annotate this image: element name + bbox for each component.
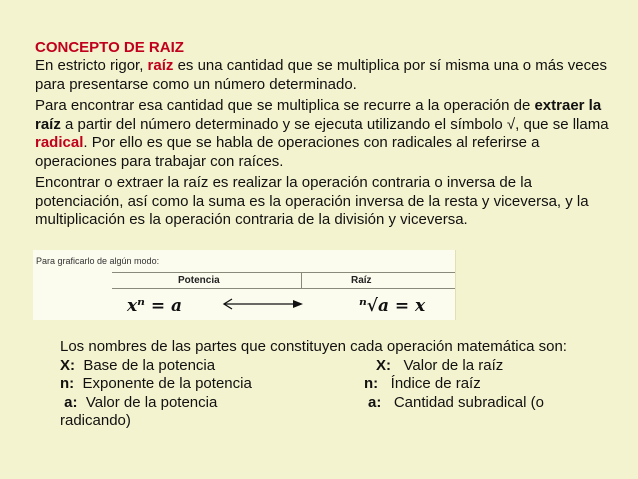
double-arrow-icon xyxy=(221,296,305,312)
parts-left xyxy=(60,394,217,413)
parts-left-text: Exponente de la potencia xyxy=(74,375,252,393)
parts-left-label: X: xyxy=(60,356,75,374)
paragraph-definition xyxy=(35,57,620,94)
parts-names-section xyxy=(60,338,620,431)
p2-text-e: . Por ello es que se habla de operaciones con radicales al referirse a operaciones para trabajar con raíces. xyxy=(35,134,540,170)
parts-right-text: Índice de raíz xyxy=(378,375,481,393)
figure-caption: Para graficarlo de algún modo: xyxy=(36,256,160,266)
parts-right xyxy=(368,394,544,413)
p1-keyword-raiz: raíz xyxy=(147,57,174,74)
p2-keyword-extraer: extraer la raíz xyxy=(35,97,602,133)
parts-right xyxy=(376,357,503,376)
parts-left xyxy=(60,375,252,394)
p1-text-c: es una cantidad que se multiplica por sí misma una o más veces para presentarse como un número determinado. xyxy=(35,57,607,93)
p2-text-c: a partir del número determinado y se ejecuta utilizando el símbolo √, que se llama xyxy=(60,115,609,133)
formula-raiz: ⁿ√a = x xyxy=(359,296,426,316)
parts-tail: radicando) xyxy=(60,412,131,430)
parts-right-label: n: xyxy=(364,375,379,393)
parts-left-text: Base de la potencia xyxy=(75,356,216,374)
p2-text-a: Para encontrar esa cantidad que se multiplica se recurre a la operación de xyxy=(35,97,535,114)
parts-row xyxy=(60,375,620,394)
formula-potencia: xⁿ = a xyxy=(127,296,183,316)
figure-header-raiz: Raíz xyxy=(351,275,372,286)
p1-text-a: En estricto rigor, xyxy=(35,57,148,74)
parts-row xyxy=(60,357,620,376)
figure-top-rule xyxy=(112,272,455,273)
figure-header-rule xyxy=(112,288,455,289)
paragraph-extraction xyxy=(35,97,620,171)
figure-column-divider xyxy=(301,272,302,288)
parts-left-label: n: xyxy=(60,375,75,393)
slide-title: CONCEPTO DE RAIZ xyxy=(35,39,184,56)
parts-intro: Los nombres de las partes que constituyen cada operación matemática son: xyxy=(60,338,567,355)
parts-right xyxy=(364,375,481,394)
parts-row xyxy=(60,394,620,413)
parts-left xyxy=(60,357,215,376)
parts-right-text: Cantidad subradical (o xyxy=(381,393,544,411)
figure-header-potencia: Potencia xyxy=(178,275,220,286)
parts-left-text: Valor de la potencia xyxy=(77,393,218,411)
paragraph-inverse: Encontrar o extraer la raíz es realizar la operación contraria o inversa de la potenciación, así como la suma es la operación inversa de la resta y viceversa, y la multiplicación es la operación contraria de la división y viceversa. xyxy=(35,174,589,229)
parts-left-label: a: xyxy=(60,393,78,411)
parts-right-label: X: xyxy=(376,356,391,374)
comparison-figure xyxy=(33,250,456,320)
parts-right-text: Valor de la raíz xyxy=(391,356,504,374)
p2-keyword-radical: radical xyxy=(35,134,84,152)
parts-right-label: a: xyxy=(368,393,382,411)
